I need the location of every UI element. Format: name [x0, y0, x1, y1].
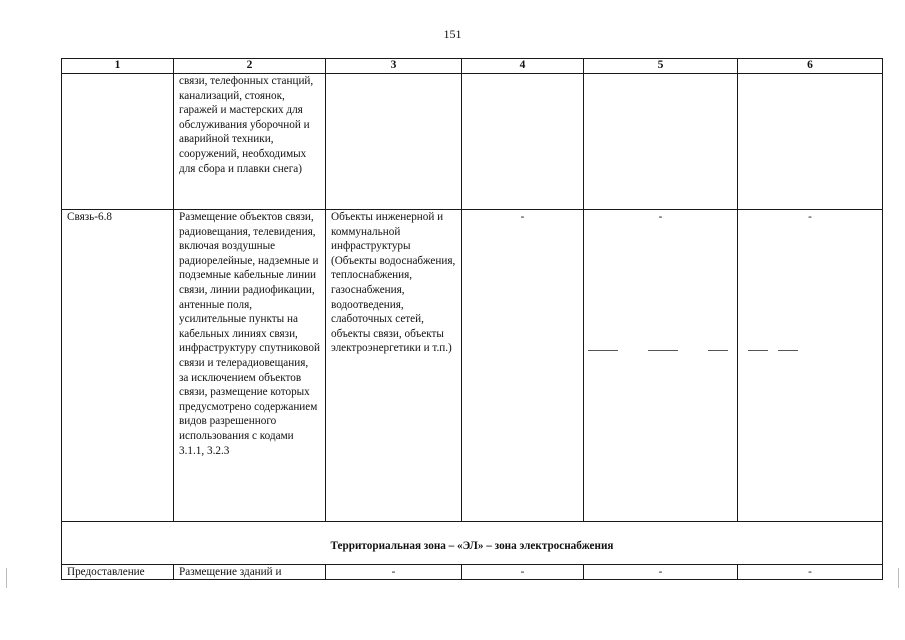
cell-description: Размещение зданий и: [174, 565, 326, 580]
cell-objects: Объекты инженерной и коммунальной инфраструктуры (Объекты водоснабжения, теплоснабжения, газоснабжения, водоотведения, слаботочных сетей, объекты связи, объекты электроэнергетики и т.п.): [326, 210, 462, 522]
cell-col4: [462, 74, 584, 210]
zone-heading-row: [62, 522, 883, 565]
header-cell-6: 6: [738, 59, 883, 74]
header-cell-1: 1: [62, 59, 174, 74]
cell-col4: -: [462, 210, 584, 522]
scan-artifact-line: [748, 350, 808, 351]
table-row: [62, 565, 883, 580]
cell-objects: -: [326, 565, 462, 580]
header-cell-2: 2: [174, 59, 326, 74]
table-row: [62, 74, 883, 210]
cell-objects: [326, 74, 462, 210]
cell-col6: -: [738, 565, 883, 580]
header-cell-4: 4: [462, 59, 584, 74]
table-row: [62, 210, 883, 522]
cell-col5: [584, 74, 738, 210]
scan-edge-mark: [898, 568, 899, 588]
header-cell-3: 3: [326, 59, 462, 74]
cell-col6: -: [738, 210, 883, 522]
cell-col4: -: [462, 565, 584, 580]
scan-edge-mark: [6, 568, 7, 588]
header-row: [62, 59, 883, 74]
cell-description: связи, телефонных станций, канализаций, стоянок, гаражей и мастерских для обслуживания уборочной и аварийной техники, сооружений, необходимых для сбора и плавки снега): [174, 74, 326, 210]
land-use-table: [61, 58, 883, 580]
scan-artifact-line: [588, 350, 728, 351]
page-number: 151: [443, 27, 462, 41]
cell-code: Связь-6.8: [62, 210, 174, 522]
cell-description: Размещение объектов связи, радиовещания, телевидения, включая воздушные радиорелейные, надземные и подземные кабельные линии связи, линии радиофикации, антенные поля, усилительные пункты на кабельных линиях связи, инфраструктуру спутниковой связи и телерадиовещания, за исключением объектов связи, размещение которых предусмотрено содержанием видов разрешенного использования с кодами 3.1.1, 3.2.3: [174, 210, 326, 522]
header-cell-5: 5: [584, 59, 738, 74]
cell-col6: [738, 74, 883, 210]
zone-title: Территориальная зона – «ЭЛ» – зона электроснабжения: [62, 522, 883, 565]
cell-col5: -: [584, 210, 738, 522]
cell-code: Предоставление: [62, 565, 174, 580]
cell-col5: -: [584, 565, 738, 580]
cell-code: [62, 74, 174, 210]
